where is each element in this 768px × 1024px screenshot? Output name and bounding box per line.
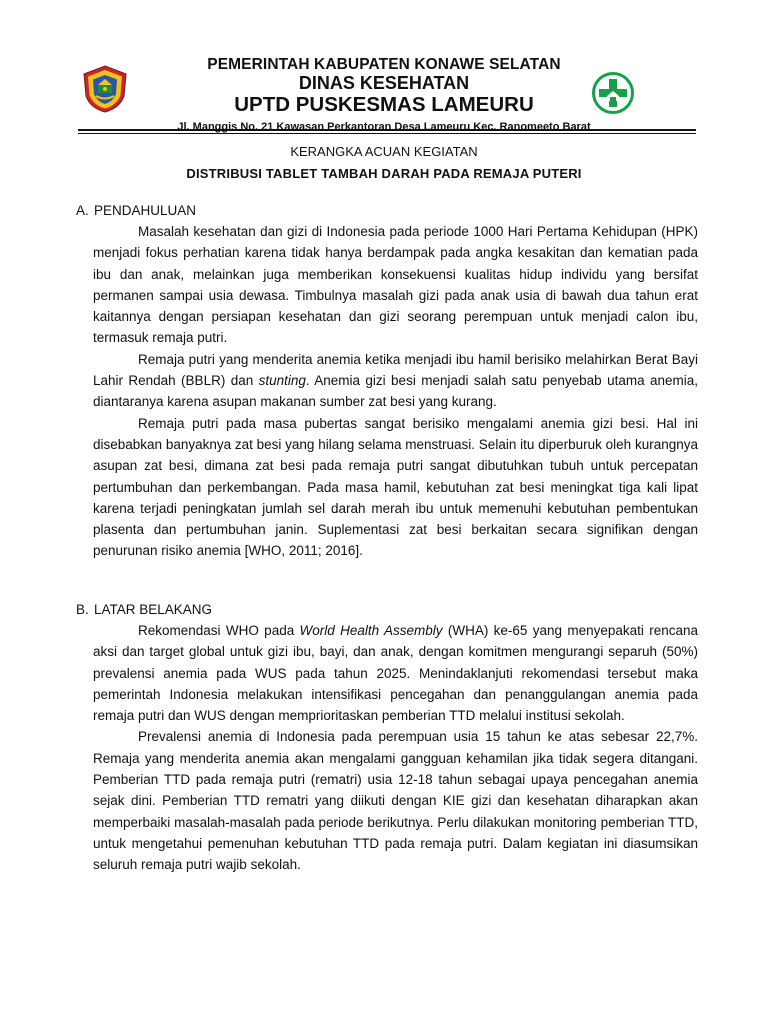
paragraph: Masalah kesehatan dan gizi di Indonesia pada periode 1000 Hari Pertama Kehidupan (HPK) menjadi fokus perhatian karena tidak hanya berdampak pada angka kesakitan dan kematian pada ibu dan anak, melainkan juga memberikan konsekuensi kualitas hidup individu yang bersifat permanen sampai usia dewasa. Timbulnya masalah gizi pada anak usia di bawah dua tahun erat kaitannya dengan persiapan kesehatan dan gizi seorang perempuan untuk menjadi calon ibu, termasuk remaja putri. <box>93 224 698 346</box>
letterhead-divider-thick <box>78 129 696 131</box>
emphasis: World Health Assembly <box>299 623 443 638</box>
institution-address: Jl. Manggis No. 21 Kawasan Perkantoran Desa Lameuru Kec. Ranomeeto Barat <box>177 121 591 133</box>
section-heading <box>76 599 698 620</box>
regency-emblem-icon <box>80 64 130 114</box>
section-latar-belakang <box>76 599 698 876</box>
letterhead-divider-thin <box>78 133 696 134</box>
agency-name: DINAS KESEHATAN <box>298 73 470 93</box>
document-type: KERANGKA ACUAN KEGIATAN <box>290 144 478 159</box>
paragraph: Prevalensi anemia di Indonesia pada perempuan usia 15 tahun ke atas sebesar 22,7%. Remaja yang menderita anemia akan mengalami gangguan kehamilan jika tidak segera ditangani. Pemberian TTD pada remaja putri (rematri) usia 12-18 tahun sebagai upaya pencegahan anemia sejak dini. Pemberian TTD rematri yang diikuti dengan KIE gizi dan kesehatan diharapkan akan memperbaiki masalah-masalah pada periode berikutnya. Perlu dilakukan monitoring pemberian TTD, untuk mengetahui pemenuhan kebutuhan TTD pada remaja putri. Dalam kegiatan ini diasumsikan seluruh remaja putri wajib sekolah. <box>93 729 698 873</box>
paragraph: Remaja putri pada masa pubertas sangat berisiko mengalami anemia gizi besi. Hal ini disebabkan banyaknya zat besi yang hilang selama menstruasi. Selain itu diperburuk oleh kurangnya asupan zat besi, dimana zat besi pada remaja putri sangat dibutuhkan tubuh untuk percepatan pertumbuhan dan perkembangan. Pada masa hamil, kebutuhan zat besi meningkat tiga kali lipat karena terjadi peningkatan jumlah sel darah merah ibu untuk memenuhi kebutuhan pembentukan plasenta dan pertumbuhan janin. Suplementasi zat besi berkaitan secara signifikan dengan penurunan risiko anemia [WHO, 2011; 2016]. <box>93 415 698 559</box>
section-pendahuluan <box>76 200 698 562</box>
government-name: PEMERINTAH KABUPATEN KONAWE SELATAN <box>207 56 561 73</box>
section-title: LATAR BELAKANG <box>94 602 213 617</box>
emphasis: stunting <box>258 373 306 389</box>
section-title: PENDAHULUAN <box>94 203 197 218</box>
section-heading <box>76 200 698 221</box>
document-title: DISTRIBUSI TABLET TAMBAH DARAH PADA REMAJA PUTERI <box>186 166 582 181</box>
section-body <box>93 221 698 562</box>
institution-name: UPTD PUSKESMAS LAMEURU <box>234 93 534 116</box>
paragraph: Remaja putri yang menderita anemia ketika menjadi ibu hamil berisiko melahirkan Berat Bayi Lahir Rendah (BBLR) dan stunting. Anemia gizi besi menjadi salah satu penyebab utama anemia, diantaranya karena asupan makanan sumber zat besi yang kurang. <box>93 351 698 410</box>
section-number: B. <box>76 602 89 617</box>
paragraph: Rekomendasi WHO pada World Health Assembly (WHA) ke-65 yang menyepakati rencana aksi dan target global untuk gizi ibu, bayi, dan anak, dengan komitmen mengurangi separuh (50%) prevalensi anemia pada WUS pada tahun 2025. Menindaklanjuti rekomendasi tersebut maka pemerintah Indonesia melakukan intensifikasi pencegahan dan penanggulangan anemia pada remaja putri dan WUS dengan memprioritaskan pemberian TTD melalui institusi sekolah. <box>93 623 698 724</box>
section-number: A. <box>76 203 89 218</box>
letterhead <box>140 56 628 134</box>
section-body <box>93 620 698 876</box>
